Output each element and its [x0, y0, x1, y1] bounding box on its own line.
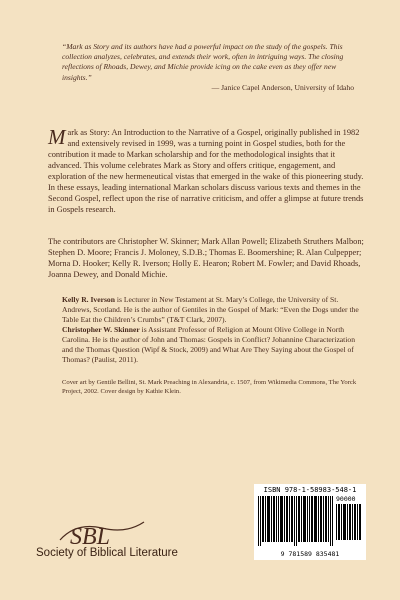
isbn-label: ISBN 978-1-58983-548-1	[263, 486, 357, 494]
bio-name: Christopher W. Skinner	[62, 325, 140, 334]
quote-text: “Mark as Story and its authors have had a powerful impact on the study of the gospels. This collection analyzes, celebrates, and extends their work, often in intriguing ways. The closing reflections of Rhoads, Dewey, and Michie provide icing on the cake even as they offer new insights.”	[62, 42, 344, 82]
cover-credits: Cover art by Gentile Bellini, St. Mark Preaching in Alexandria, c. 1507, from Wikimedia Commons, The Yorck Project, 2002. Cover design by Kathie Klein.	[62, 379, 357, 395]
barcode-digits: 9 781589 835481	[280, 550, 340, 558]
isbn-barcode	[254, 484, 366, 560]
bio-name: Kelly R. Iverson	[62, 295, 115, 304]
description-text: ark as Story: An Introduction to the Narrative of a Gospel, originally published in 1982 and extensively revised in 1999, was a turning point in Gospel studies, both for the contribution it made to Markan scholarship and for the methodological insights that it advanced. This volume celebrates Mark as Story and offers critique, engagement, and exploration of the new hermeneutical vistas that emerged in the wake of this pioneering study. In these essays, leading international Markan scholars discuss various texts and themes in the Second Gospel, reflect upon the rise of narrative criticism, and offer a glimpse at future trends in Gospels research.	[48, 128, 364, 214]
bio-text: is Assistant Professor of Religion at Mount Olive College in North Carolina. He is the author of John and Thomas: Gospels in Conflict? Johannine Characterization and the Thomas Question (Wipf & Stock, 2009) and What Are They Saying about the Gospel of Thomas? (Paulist, 2011).	[62, 325, 355, 364]
bio-skinner	[62, 325, 362, 365]
endorsement-quote	[62, 42, 362, 93]
barcode-bars	[258, 496, 334, 546]
logo-text: SBL	[70, 524, 111, 548]
addon-barcode-bars	[336, 504, 362, 540]
bio-text: is Lecturer in New Testament at St. Mary’s College, the University of St. Andrews, Scotland. He is the author of Gentiles in the Gospel of Mark: “Even the Dogs under the Table Eat the Children’s Crumbs” (T&T Clark, 2007).	[62, 295, 359, 324]
quote-attribution: — Janice Capel Anderson, University of Idaho	[211, 82, 354, 92]
publisher-name: Society of Biblical Literature	[36, 547, 178, 559]
book-description	[48, 127, 366, 215]
contributors-list: The contributors are Christopher W. Skinner; Mark Allan Powell; Elizabeth Struthers Malbon; Stephen D. Moore; Francis J. Moloney, S.D.B.; Thomas E. Boomershine; R. Alan Culpepper; Morna D. Hooker; Kelly R. Iverson; Holly E. Hearon; Robert M. Fowler; and David Rhoads, Joanna Dewey, and Donald Michie.	[48, 237, 364, 279]
editor-bios	[62, 295, 362, 365]
bio-iverson	[62, 295, 362, 325]
price-code: 90000	[336, 495, 356, 503]
sbl-logo	[56, 518, 148, 548]
drop-cap: M	[48, 125, 66, 149]
